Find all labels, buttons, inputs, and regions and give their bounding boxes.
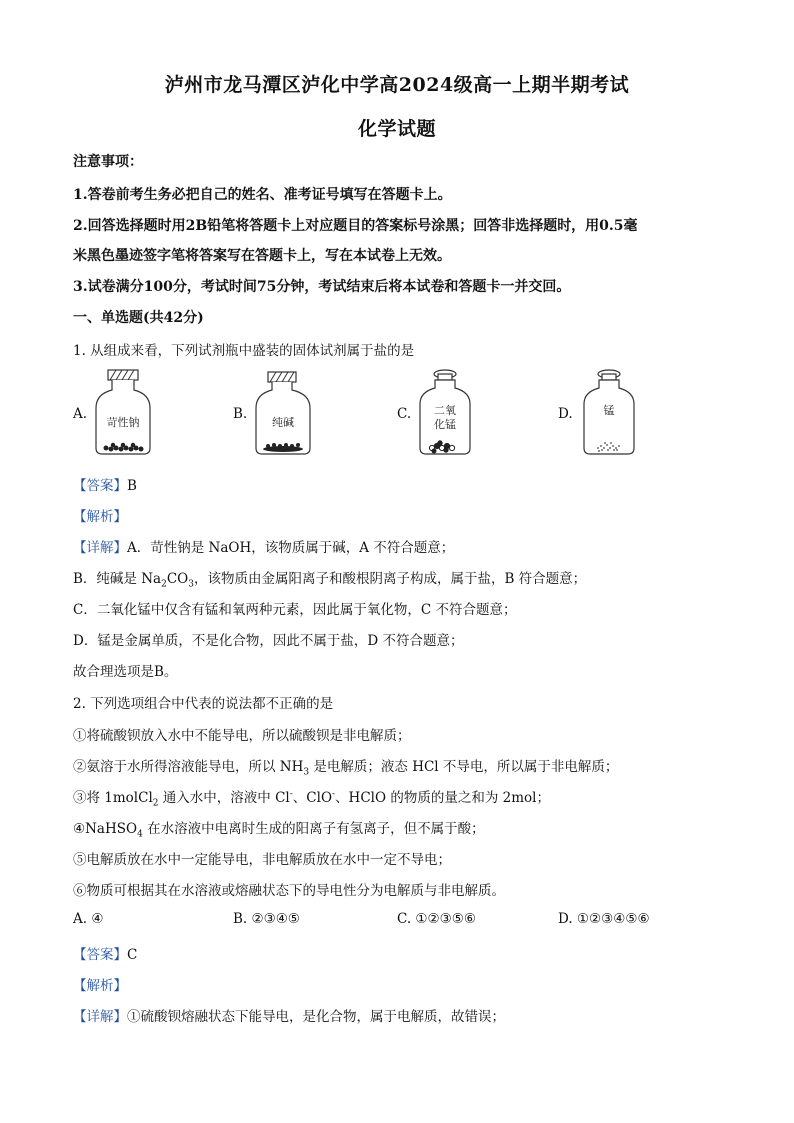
text: 是电解质；液态 HCl 不导电，所以属于非电解质； bbox=[309, 759, 619, 775]
detail-line bbox=[73, 1005, 505, 1025]
text: 通入水中，溶液中 Cl bbox=[158, 790, 290, 806]
detail-tag: 【详解】 bbox=[73, 1009, 127, 1025]
notice-heading: 注意事项： bbox=[73, 154, 143, 170]
analysis-tag: 【解析】 bbox=[73, 509, 127, 525]
answer-value: C bbox=[127, 947, 138, 963]
statement: ①将硫酸钡放入水中不能导电，所以硫酸钡是非电解质； bbox=[73, 728, 411, 744]
bottle-label: 化锰 bbox=[434, 418, 456, 431]
text: 、ClO bbox=[292, 790, 333, 806]
statement bbox=[73, 755, 618, 778]
option-d: D. ①②③④⑤⑥ bbox=[558, 911, 650, 927]
statement bbox=[73, 786, 550, 809]
text: ④NaHSO bbox=[73, 821, 138, 837]
section-title: 一、单选题(共42分) bbox=[73, 310, 204, 326]
page-title: 泸州市龙马潭区泸化中学高2024级高一上期半期考试 bbox=[164, 74, 630, 96]
notice-item: 3.试卷满分100分，考试时间75分钟，考试结束后将本试卷和答题卡一并交回。 bbox=[73, 279, 571, 295]
reagent-bottle-d bbox=[578, 368, 648, 458]
option-c: C. ①②③⑤⑥ bbox=[397, 911, 476, 927]
option-letter: D. bbox=[558, 406, 573, 422]
statement bbox=[73, 817, 485, 840]
option-a: A. ④ bbox=[73, 911, 104, 927]
notice-item: 2.回答选择题时用2B铅笔将答题卡上对应题目的答案标号涂黑；回答非选择题时，用0.5毫 bbox=[73, 218, 638, 234]
detail-text: A．苛性钠是 NaOH，该物质属于碱，A 不符合题意； bbox=[127, 540, 455, 556]
detail-tag: 【详解】 bbox=[73, 540, 127, 556]
bottle-label: 纯碱 bbox=[272, 416, 294, 429]
text: ③将 1molCl bbox=[73, 790, 153, 806]
question-stem: 1. 从组成来看，下列试剂瓶中盛装的固体试剂属于盐的是 bbox=[73, 343, 415, 359]
answer-line bbox=[73, 474, 137, 494]
text: ，该物质由金属阳离子和酸根阴离子构成，属于盐，B 符合题意； bbox=[193, 571, 587, 587]
question-stem: 2. 下列选项组合中代表的说法都不正确的是 bbox=[73, 696, 334, 712]
detail-line: D．锰是金属单质，不是化合物，因此不属于盐，D 不符合题意； bbox=[73, 633, 464, 649]
text: ②氨溶于水所得溶液能导电，所以 NH bbox=[73, 759, 304, 775]
subscript: 3 bbox=[303, 767, 310, 778]
page-subtitle: 化学试题 bbox=[357, 118, 436, 140]
detail-text: ①硫酸钡熔融状态下能导电，是化合物，属于电解质，故错误； bbox=[127, 1009, 505, 1025]
answer-line bbox=[73, 943, 137, 963]
answer-value: B bbox=[127, 478, 137, 494]
text: B．纯碱是 Na bbox=[73, 571, 162, 587]
subscript: 2 bbox=[161, 579, 167, 590]
answer-tag: 【答案】 bbox=[73, 947, 127, 963]
bottle-label: 锰 bbox=[603, 404, 615, 417]
option-letter: C. bbox=[397, 406, 412, 422]
option-letter: A. bbox=[73, 406, 88, 422]
superscript: - bbox=[332, 789, 336, 800]
notice-item: 1.答卷前考生务必把自己的姓名、准考证号填写在答题卡上。 bbox=[73, 187, 452, 203]
superscript: - bbox=[289, 789, 293, 800]
subscript: 3 bbox=[188, 579, 194, 590]
bottle-label: 苛性钠 bbox=[106, 416, 140, 429]
option-b: B. ②③④⑤ bbox=[233, 911, 300, 927]
detail-line bbox=[73, 567, 586, 590]
detail-line: C．二氧化锰中仅含有锰和氧两种元素，因此属于氧化物，C 不符合题意； bbox=[73, 602, 517, 618]
subscript: 2 bbox=[152, 798, 159, 809]
text: 、HClO 的物质的量之和为 2mol； bbox=[335, 790, 550, 806]
detail-line: 故合理选项是B。 bbox=[73, 664, 178, 680]
text: CO bbox=[166, 571, 189, 587]
text: 在水溶液中电离时生成的阳离子有氢离子，但不属于酸； bbox=[142, 821, 485, 837]
reagent-bottle-b bbox=[252, 368, 322, 458]
subscript: 4 bbox=[137, 829, 143, 840]
detail-line bbox=[73, 536, 454, 556]
reagent-bottle-c bbox=[414, 368, 484, 458]
statement: ⑤电解质放在水中一定能导电，非电解质放在水中一定不导电； bbox=[73, 852, 451, 868]
option-letter: B. bbox=[233, 406, 248, 422]
analysis-tag: 【解析】 bbox=[73, 978, 127, 994]
bottle-label: 二氧 bbox=[434, 404, 456, 417]
notice-item: 米黑色墨迹签字笔将答案写在答题卡上，写在本试卷上无效。 bbox=[73, 248, 451, 264]
statement: ⑥物质可根据其在水溶液或熔融状态下的导电性分为电解质与非电解质。 bbox=[73, 883, 505, 899]
reagent-bottle-a bbox=[92, 368, 162, 458]
answer-tag: 【答案】 bbox=[73, 478, 127, 494]
